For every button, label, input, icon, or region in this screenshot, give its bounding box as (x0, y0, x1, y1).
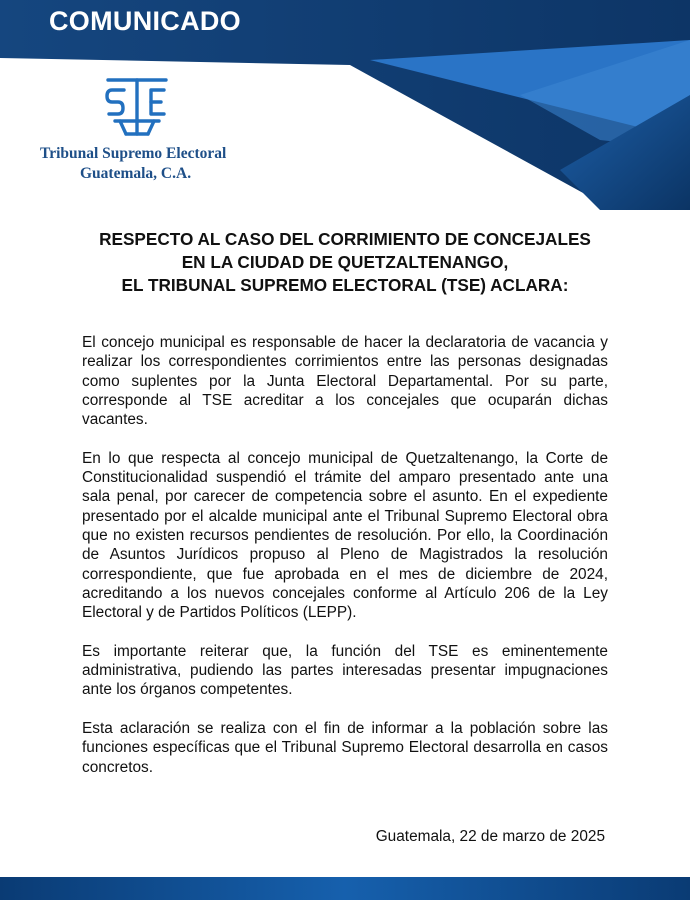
title-line: EL TRIBUNAL SUPREMO ELECTORAL (TSE) ACLARA: (121, 275, 569, 295)
body-paragraph: Esta aclaración se realiza con el fin de informar a la población sobre las funciones específicas que el Tribunal Supremo Electoral desarrolla en casos concretos. (82, 719, 608, 776)
org-country: Guatemala, C.A. (80, 165, 192, 182)
communique-body (82, 333, 608, 796)
tse-logo-icon (104, 76, 170, 138)
title-line: RESPECTO AL CASO DEL CORRIMIENTO DE CONCEJALES (99, 229, 591, 249)
body-paragraph: En lo que respecta al concejo municipal de Quetzaltenango, la Corte de Constitucionalidad suspendió el trámite del amparo presentado ante una sala penal, por carecer de competencia sobre el asunto. En el expediente presentado por el alcalde municipal ante el Tribunal Supremo Electoral obra que no existen recursos pendientes de resolución. Por ello, la Coordinación de Asuntos Jurídicos propuso al Pleno de Magistrados la resolución correspondiente, que fue aprobada en el mes de diciembre de 2024, acreditando a los nuevos concejales conforme al Artículo 206 de la Ley Electoral y de Partidos Políticos (LEPP). (82, 449, 608, 622)
body-paragraph: Es importante reiterar que, la función del TSE es eminentemente administrativa, pudiendo las partes interesadas presentar impugnaciones ante los órganos competentes. (82, 642, 608, 699)
comunicado-banner-label: COMUNICADO (49, 6, 241, 36)
body-paragraph: El concejo municipal es responsable de hacer la declaratoria de vacancia y realizar los correspondientes corrimientos entre las personas designadas como suplentes por la Junta Electoral Departamental. Por su parte, corresponde al TSE acreditar a los concejales que ocuparán dichas vacantes. (82, 334, 608, 429)
place-and-date: Guatemala, 22 de marzo de 2025 (375, 828, 605, 845)
org-name: Tribunal Supremo Electoral (40, 145, 227, 162)
communique-title (40, 228, 650, 297)
title-line: EN LA CIUDAD DE QUETZALTENANGO, (181, 252, 509, 272)
footer-band (0, 877, 690, 900)
